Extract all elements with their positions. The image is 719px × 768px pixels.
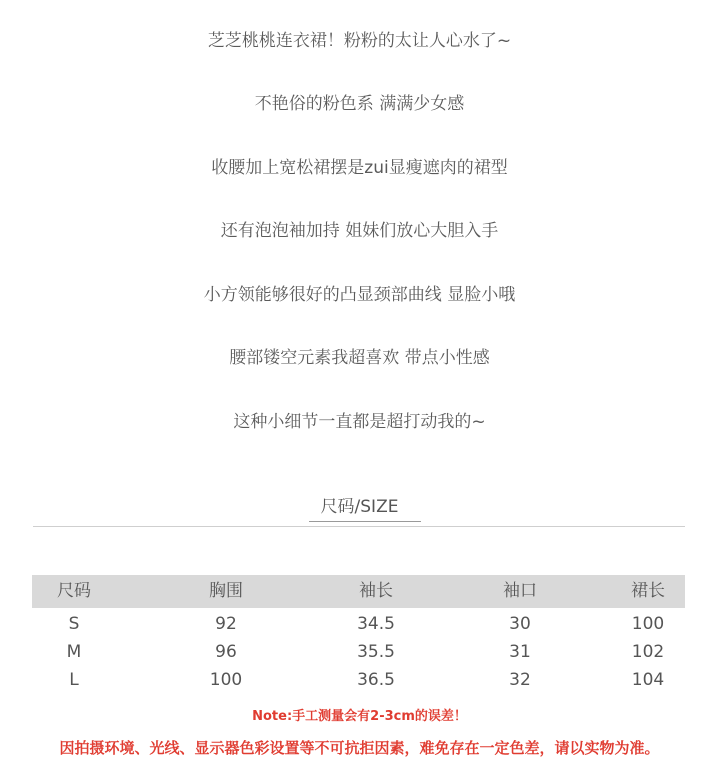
size-table [32, 575, 685, 694]
row-dress-length: 102 [631, 642, 665, 662]
row-sleeve-length: 36.5 [357, 670, 395, 690]
row-sleeve-length: 34.5 [357, 614, 395, 634]
row-size: L [69, 670, 79, 690]
description-line-6: 腰部镂空元素我超喜欢 带点小性感 [229, 348, 490, 368]
description-line-3: 收腰加上宽松裙摆是zui显瘦遮肉的裙型 [211, 158, 508, 178]
header-bust: 胸围 [209, 581, 243, 601]
table-row [32, 610, 685, 638]
row-size: S [68, 614, 80, 634]
header-cuff: 袖口 [503, 581, 537, 601]
description-line-5: 小方领能够很好的凸显颈部曲线 显脸小哦 [203, 285, 516, 305]
header-size: 尺码 [57, 581, 91, 601]
row-cuff: 32 [509, 670, 531, 690]
section-divider [33, 526, 685, 527]
row-size: M [66, 642, 82, 662]
table-row [32, 638, 685, 666]
size-heading: 尺码/SIZE [320, 497, 399, 517]
color-disclaimer: 因拍摄环境、光线、显示器色彩设置等不可抗拒因素，难免存在一定色差，请以实物为准。 [59, 739, 660, 757]
row-bust: 100 [209, 670, 243, 690]
table-row [32, 666, 685, 694]
description-line-7: 这种小细节一直都是超打动我的~ [233, 412, 486, 432]
description-line-4: 还有泡泡袖加持 姐妹们放心大胆入手 [220, 221, 499, 241]
header-sleeve-length: 袖长 [359, 581, 393, 601]
measurement-note: Note:手工测量会有2-3cm的误差！ [252, 709, 467, 724]
row-bust: 92 [215, 614, 237, 634]
description-line-1: 芝芝桃桃连衣裙！粉粉的太让人心水了~ [207, 31, 512, 51]
row-dress-length: 104 [631, 670, 665, 690]
row-sleeve-length: 35.5 [357, 642, 395, 662]
row-dress-length: 100 [631, 614, 665, 634]
description-line-2: 不艳俗的粉色系 满满少女感 [254, 94, 465, 114]
row-cuff: 31 [509, 642, 531, 662]
size-table-header [32, 575, 685, 608]
row-cuff: 30 [509, 614, 531, 634]
row-bust: 96 [215, 642, 237, 662]
header-dress-length: 裙长 [631, 581, 665, 601]
size-heading-underline [309, 521, 421, 522]
